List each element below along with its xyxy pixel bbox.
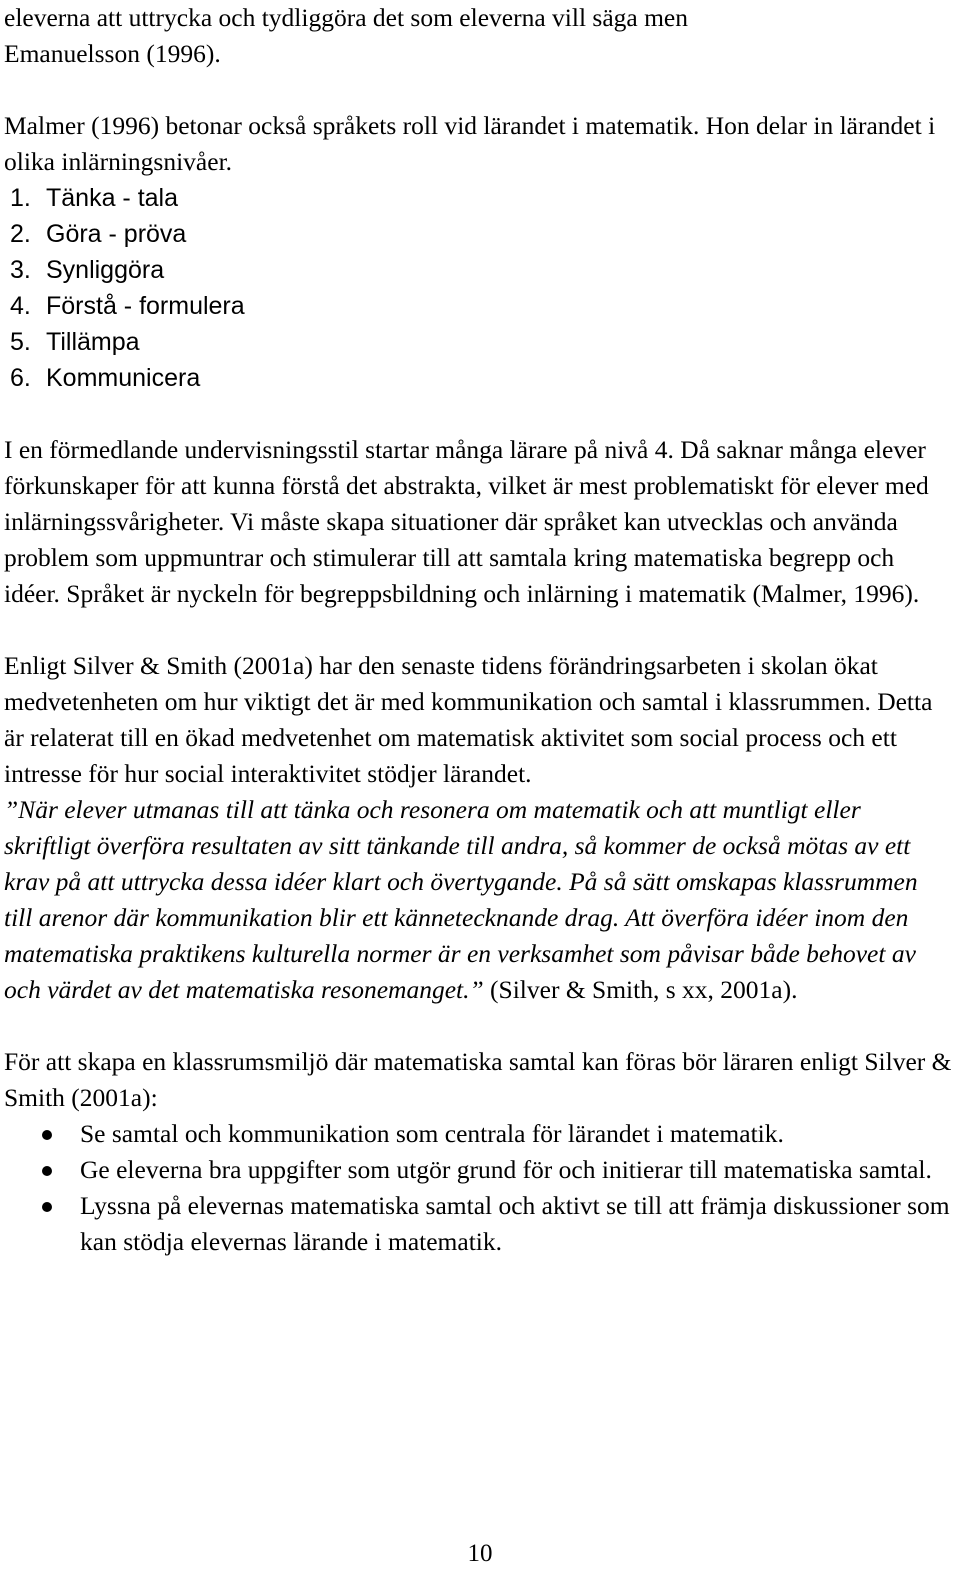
document-page: [4, 0, 952, 1260]
malmer-paragraph: I en förmedlande undervisningsstil startar många lärare på nivå 4. Då saknar många elever förkunskaper för att kunna förstå det abstrakta, vilket är mest problematiskt för elever med inlärningssvårigheter. Vi måste skapa situationer där språket kan utvecklas och använda problem som uppmuntrar och stimulerar till att samtala kring matematiska begrepp och idéer. Språket är nyckeln för begreppsbildning och inlärning i matematik (Malmer, 1996).: [4, 435, 929, 608]
paragraph-gap: [4, 396, 952, 432]
paragraph-gap: [4, 612, 952, 648]
recommendations-list: [4, 1116, 952, 1260]
silver-smith-paragraph: Enligt Silver & Smith (2001a) har den senaste tidens förändringsarbeten i skolan ökat medvetenheten om hur viktigt det är med kommunikation och samtal i klassrummen. Detta är relaterat till en ökad medvetenhet om matematisk aktivitet som social process och ett intresse för hur social interaktivitet stödjer lärandet.: [4, 651, 933, 788]
list-item: 4. Förstå - formulera: [10, 292, 245, 320]
list-item: 2. Göra - pröva: [10, 220, 187, 248]
list-item: Se samtal och kommunikation som centrala för lärandet i matematik.: [4, 1116, 952, 1152]
list-item: Ge eleverna bra uppgifter som utgör grund för och initierar till matematiska samtal.: [4, 1152, 952, 1188]
quote-citation: (Silver & Smith, s xx, 2001a).: [483, 975, 798, 1004]
intro-line-2: Emanuelsson (1996).: [4, 39, 221, 68]
quote-text: ”När elever utmanas till att tänka och resonera om matematik och att muntligt eller skriftligt överföra resultaten av sitt tänkande till andra, så kommer de också mötas av ett krav på att uttrycka dessa idéer klart och övertygande. På så sätt omskapas klassrummen till arenor där kommunikation blir ett kännetecknande drag. Att överföra idéer inom den matematiska praktikens kulturella normer är en verksamhet som påvisar både behovet av och värdet av det matematiska resonemanget.”: [4, 795, 918, 1004]
intro-line-1: eleverna att uttrycka och tydliggöra det som eleverna vill säga men: [4, 3, 688, 32]
recommendations-intro: För att skapa en klassrumsmiljö där matematiska samtal kan föras bör läraren enligt Silver & Smith (2001a):: [4, 1047, 952, 1112]
malmer-intro-paragraph: Malmer (1996) betonar också språkets roll vid lärandet i matematik. Hon delar in lärandet i olika inlärningsnivåer.: [4, 111, 936, 176]
list-item: 1. Tänka - tala: [10, 184, 179, 212]
bullet-icon: [4, 1188, 80, 1260]
list-item: 6. Kommunicera: [10, 364, 201, 392]
list-item: Lyssna på elevernas matematiska samtal och aktivt se till att främja diskussioner som kan stödja elevernas lärande i matematik.: [4, 1188, 952, 1260]
intro-paragraph: [4, 0, 952, 72]
quote-paragraph: [4, 792, 952, 1008]
paragraph-gap: [4, 1008, 952, 1044]
bullet-icon: [4, 1116, 80, 1152]
list-item: 5. Tillämpa: [10, 328, 140, 356]
paragraph-gap: [4, 72, 952, 108]
page-number: 10: [467, 1540, 493, 1567]
list-item: 3. Synliggöra: [10, 256, 165, 284]
bullet-icon: [4, 1152, 80, 1188]
learning-levels-list: [4, 180, 952, 396]
